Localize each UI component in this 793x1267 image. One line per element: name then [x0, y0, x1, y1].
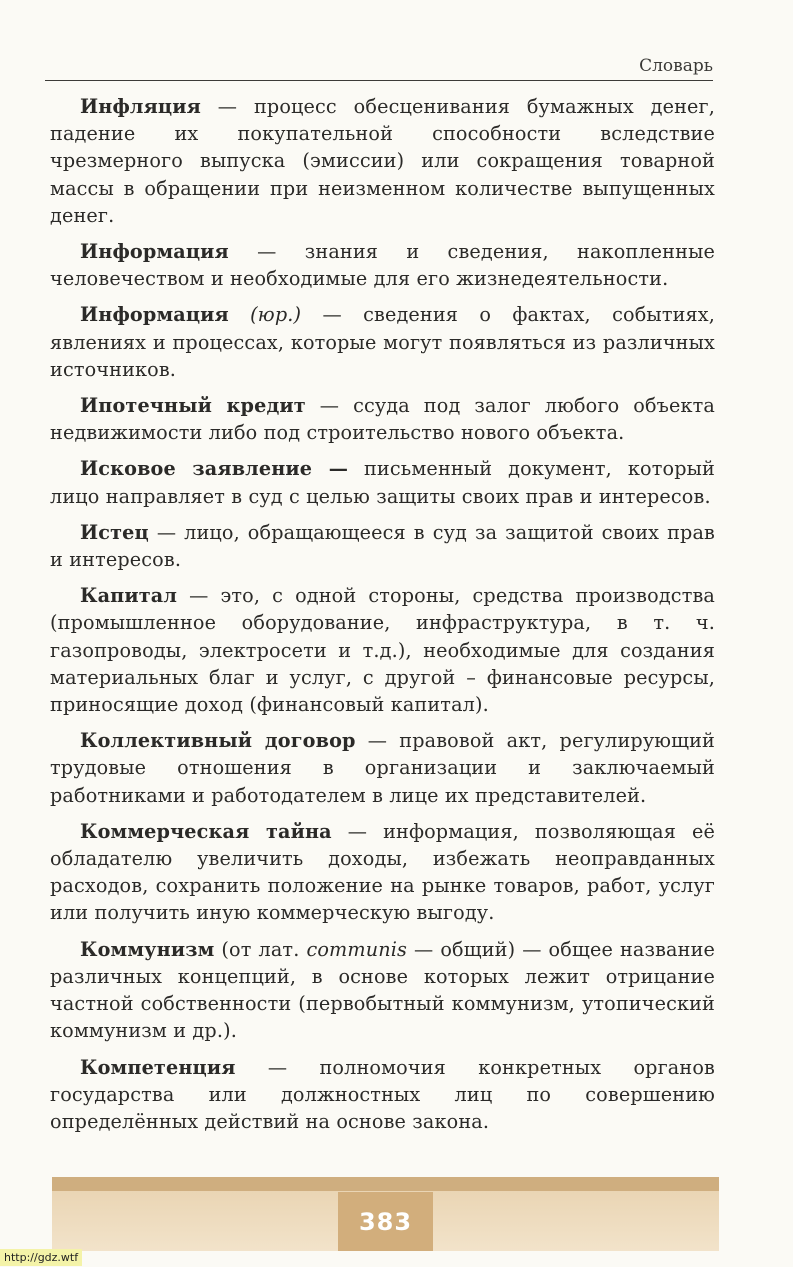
entry-definition: — общий) — общее название различных концепций, в основе которых лежит отрицание частной собственности (первобытный коммунизм, утопический коммунизм и др.).: [50, 937, 716, 1043]
entry-term: Информация: [80, 240, 229, 264]
entry-mortgage-credit: [50, 392, 715, 446]
entry-term: Истец: [80, 520, 149, 544]
entry-term: Исковое заявление —: [80, 457, 349, 481]
entry-inflation: [50, 93, 715, 229]
watermark-link[interactable]: http://gdz.wtf: [0, 1249, 82, 1266]
entry-term: Компетенция: [80, 1055, 236, 1079]
entry-definition: — информация, позволяющая её обладателю увеличить доходы, избежать неоправданных расходов, сохранить положение на рынке товаров, работ, услуг или получить иную коммерческую выгоду.: [50, 819, 716, 925]
entry-term: Ипотечный кредит: [80, 394, 306, 418]
dictionary-entries: [50, 93, 715, 1144]
entry-definition: письменный документ, который лицо направляет в суд с целью защиты своих прав и интересов.: [50, 457, 715, 508]
entry-note: (юр.): [228, 303, 302, 327]
entry-statement-of-claim: [50, 455, 715, 509]
entry-definition: — полномочия конкретных органов государства или должностных лиц по совершению определённых действий на основе закона.: [50, 1055, 715, 1133]
entry-term: Капитал: [80, 584, 178, 608]
header-rule: [45, 80, 713, 81]
entry-term: Коммунизм: [80, 937, 215, 961]
entry-definition: — правовой акт, регулирующий трудовые отношения в организации и заключаемый работниками и работодателем в лице их представителей.: [50, 729, 715, 807]
entry-capital: [50, 582, 715, 718]
entry-definition: — это, с одной стороны, средства производства (промышленное оборудование, инфраструктура, в т. ч. газопроводы, электросети и т.д.), необходимые для создания материальных благ и услуг, с другой – финансовые ресурсы, приносящие доход (финансовый капитал).: [50, 584, 715, 717]
entry-collective-agreement: [50, 727, 715, 809]
entry-trade-secret: [50, 818, 715, 927]
entry-information-legal: [50, 301, 715, 383]
entry-definition: — процесс обесценивания бумажных денег, падение их покупательной способности вследствие чрезмерного выпуска (эмиссии) или сокращения товарной массы в обращении при неизменном количестве выпущенных денег.: [50, 95, 715, 227]
entry-latin-word: communis: [306, 937, 408, 961]
entry-term: Инфляция: [80, 95, 201, 118]
entry-term: Коммерческая тайна: [80, 819, 332, 843]
entry-prefix: (от лат.: [214, 937, 307, 961]
entry-definition: — лицо, обращающееся в суд за защитой своих прав и интересов.: [50, 520, 715, 572]
page-number: 383: [358, 1208, 413, 1236]
entry-plaintiff: [50, 519, 715, 573]
entry-definition: — знания и сведения, накопленные человечеством и необходимые для его жизнедеятельности.: [50, 240, 715, 291]
entry-definition: — сведения о фактах, событиях, явлениях и процессах, которые могут появляться из различных источников.: [50, 303, 715, 381]
entry-term: Информация: [80, 303, 229, 327]
entry-competence: [50, 1054, 715, 1136]
entry-definition: — ссуда под залог любого объекта недвижимости либо под строительство нового объекта.: [50, 394, 716, 445]
entry-term: Коллективный договор: [80, 729, 356, 753]
entry-communism: [50, 936, 715, 1045]
running-head: Словарь: [639, 56, 713, 76]
entry-information: [50, 238, 715, 292]
